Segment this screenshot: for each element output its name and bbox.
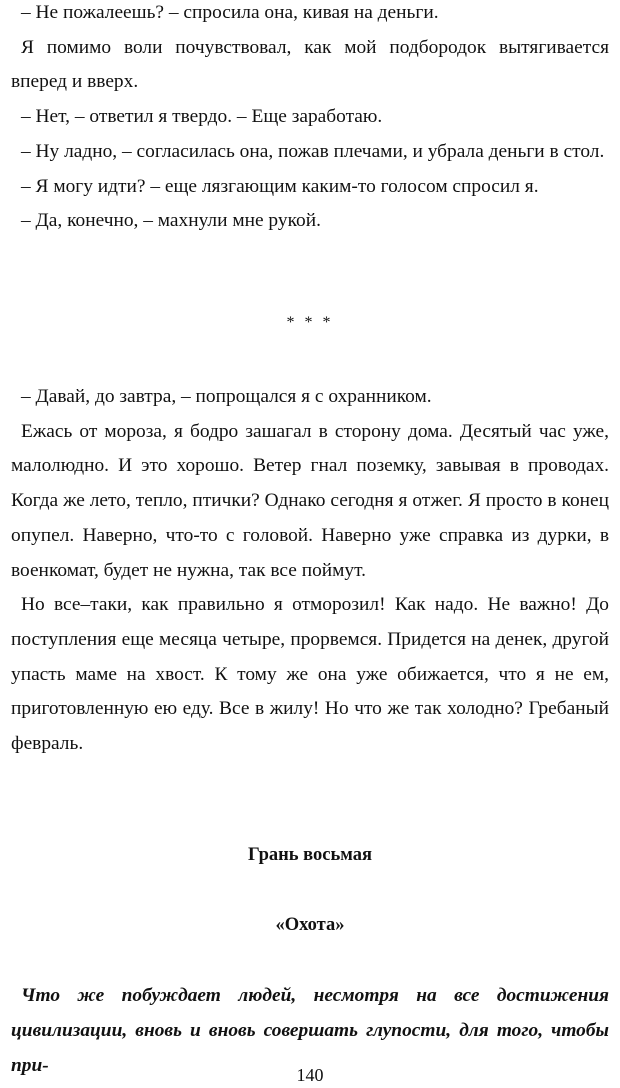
paragraph: – Да, конечно, – махнули мне рукой. bbox=[21, 210, 321, 232]
paragraph: Я помимо воли почувствовал, как мой подбородок вытягивается вперед и вверх. bbox=[11, 36, 609, 93]
paragraph: Но все–таки, как правильно я отморозил! Как надо. Не важно! До поступления еще месяца четыре, прорвемся. Придется на денек, другой упасть маме на хвост. К тому же она уже обижается, что я не ем, приготовленную ею еду. Все в жилу! Но что же так холодно? Гребаный февраль. bbox=[11, 594, 609, 755]
epigraph-text: Что же побуждает людей, несмотря на все достижения цивилизации, вновь и вновь совершать глупости, для того, чтобы при- bbox=[11, 985, 609, 1076]
chapter-subtitle: «Охота» bbox=[275, 915, 345, 935]
scene-separator: * * * bbox=[286, 314, 334, 331]
paragraph: – Не пожалеешь? – спросила она, кивая на деньги. bbox=[21, 2, 439, 23]
paragraph: – Давай, до завтра, – попрощался я с охранником. bbox=[21, 386, 432, 407]
text-section-walk-home bbox=[11, 380, 609, 762]
page-number: 140 bbox=[296, 1065, 324, 1085]
paragraph: – Нет, – ответил я твердо. – Еще заработаю. bbox=[21, 106, 383, 128]
text-section-dialogue bbox=[11, 0, 609, 239]
paragraph: – Я могу идти? – еще лязгающим каким-то голосом спросил я. bbox=[21, 175, 539, 197]
paragraph: Ежась от мороза, я бодро зашагал в сторону дома. Десятый час уже, малолюдно. И это хорошо. Ветер гнал поземку, завывая в проводах. Когда же лето, тепло, птички? Однако сегодня я отжег. Я просто в конец опупел. Наверно, что-то с головой. Наверно уже справка из дурки, в военкомат, будет не нужна, так все поймут. bbox=[11, 420, 609, 581]
paragraph: – Ну ладно, – согласилась она, пожав плечами, и убрала деньги в стол. bbox=[21, 140, 605, 162]
chapter-title: Грань восьмая bbox=[247, 845, 373, 865]
